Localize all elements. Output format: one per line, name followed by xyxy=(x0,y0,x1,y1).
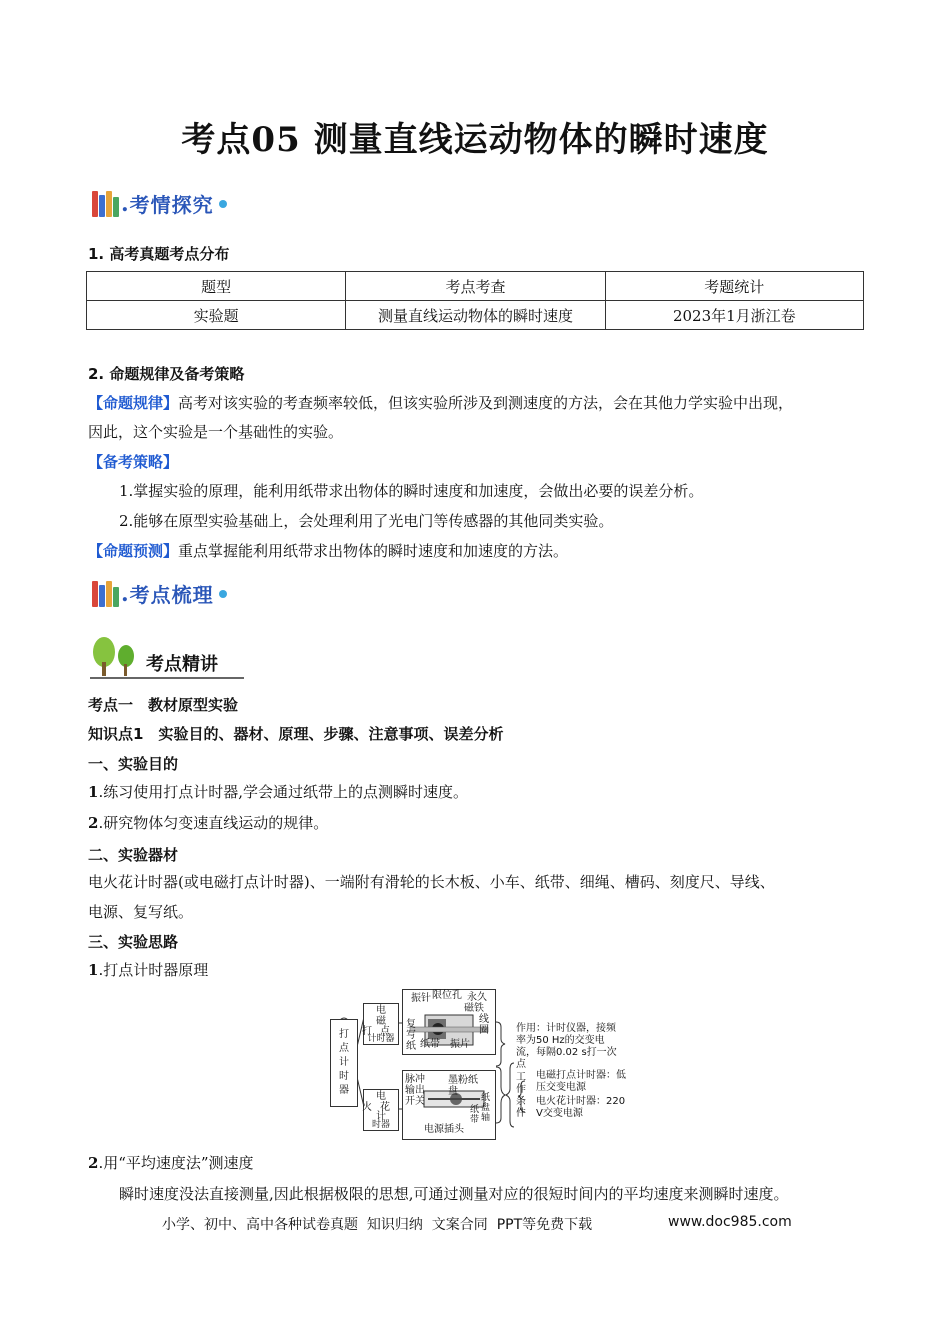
section-heading: 2. 命题规律及备考策略 xyxy=(88,365,245,383)
sub-heading: 三、实验思路 xyxy=(88,933,179,951)
table-cell: 2023年1月浙江卷 xyxy=(605,301,863,330)
diagram-label: 纸带 xyxy=(470,1105,480,1125)
box-text: 计 xyxy=(376,1111,386,1122)
dot-icon xyxy=(219,200,227,208)
char: 件 xyxy=(516,1108,526,1119)
list-item xyxy=(88,1153,254,1173)
knowledge-heading: 知识点1 实验目的、器材、原理、步骤、注意事项、误差分析 xyxy=(88,725,504,743)
footer-text: 小学、初中、高中各种试卷真题 知识归纳 文案合同 PPT等免费下载 xyxy=(162,1217,593,1233)
banner-label: 考点精讲 xyxy=(146,654,218,675)
banner-label: 考情探究 xyxy=(129,193,214,217)
diagram-label: 纸盘轴 xyxy=(481,1093,491,1123)
kaodian-heading: 考点一 教材原型实验 xyxy=(88,696,239,714)
books-icon xyxy=(92,581,120,607)
diagram-label: 振片 xyxy=(450,1039,470,1050)
materials-text: 电火花计时器(或电磁打点计时器)、一端附有滑轮的长木板、小车、纸带、细绳、槽码、刻度尺、导线、 xyxy=(88,873,775,891)
item-text: .打点计时器原理 xyxy=(98,961,209,979)
dot-icon xyxy=(219,590,227,598)
strategy-tag: 【备考策略】 xyxy=(88,453,179,471)
materials-text: 电源、复写纸。 xyxy=(88,903,194,921)
em-condition: 电磁打点计时器：低压交变电源 xyxy=(536,1070,626,1093)
oval-char: 打 xyxy=(339,1029,349,1040)
table-cell: 测量直线运动物体的瞬时速度 xyxy=(346,301,605,330)
table-cell: 实验题 xyxy=(87,301,346,330)
char: 条 xyxy=(516,1096,526,1107)
sub-heading: 一、实验目的 xyxy=(88,755,179,773)
strategy-item: 2.能够在原型实验基础上，会处理利用了光电门等传感器的其他同类实验。 xyxy=(119,512,614,530)
item-text: .研究物体匀变速直线运动的规律。 xyxy=(98,814,329,832)
list-item xyxy=(88,813,328,833)
section-banner-kaoqing: . 考情探究 xyxy=(92,189,227,218)
footer-link[interactable]: www.doc985.com xyxy=(668,1214,792,1230)
predict-text: 重点掌握能利用纸带求出物体的瞬时速度和加速度的方法。 xyxy=(178,542,569,560)
oval-char: 计 xyxy=(339,1057,349,1068)
sub-heading: 二、实验器材 xyxy=(88,846,179,864)
diagram-label: 墨粉纸盘 xyxy=(448,1075,478,1097)
table-header: 考题统计 xyxy=(605,272,863,301)
box-text: 时器 xyxy=(371,1120,390,1130)
item-number: 2 xyxy=(88,1154,99,1172)
diagram-label: 磁铁 xyxy=(464,1003,484,1014)
timer-principle-diagram xyxy=(328,987,628,1142)
box-text: 计时器 xyxy=(367,1034,395,1044)
item-number: 2 xyxy=(88,814,99,832)
work-condition-label xyxy=(516,1072,527,1120)
item-text: .练习使用打点计时器,学会通过纸带上的点测瞬时速度。 xyxy=(98,783,468,801)
item-number: 1 xyxy=(88,783,99,801)
list-item xyxy=(88,960,208,980)
section-banner-jingjiang xyxy=(90,634,248,682)
predict-tag: 【命题预测】 xyxy=(88,542,179,560)
diagram-label: 振针 xyxy=(411,993,431,1004)
diagram-label: 脉冲输出开关 xyxy=(405,1074,425,1107)
table-header: 考点考查 xyxy=(346,272,605,301)
body-paragraph: 瞬时速度没法直接测量,因此根据极限的思想,可通过测量对应的很短时间内的平均速度来测瞬时速度。 xyxy=(119,1185,789,1203)
box-text: 电 xyxy=(376,1091,386,1102)
diagram-label: 电源插头 xyxy=(424,1124,464,1135)
list-item xyxy=(88,782,468,802)
item-text: .用“平均速度法”测速度 xyxy=(98,1154,254,1172)
books-icon xyxy=(92,191,120,217)
predict-paragraph xyxy=(88,541,568,561)
diagram-label: 线圈 xyxy=(479,1014,489,1036)
box-text: 点 xyxy=(380,1026,390,1037)
strategy-item: 1.掌握实验的原理，能利用纸带求出物体的瞬时速度和加速度，会做出必要的误差分析。 xyxy=(119,482,704,500)
diagram-label: 纸带 xyxy=(420,1039,440,1050)
table-header: 题型 xyxy=(87,272,346,301)
rule-paragraph xyxy=(88,393,878,413)
box-text: 电 xyxy=(376,1005,386,1016)
box-text: 花 xyxy=(380,1102,390,1113)
item-number: 1 xyxy=(88,961,99,979)
oval-char: 点 xyxy=(339,1043,349,1054)
distribution-table xyxy=(86,271,864,330)
function-note: 作用：计时仪器，接频率为50 Hz的交变电流，每隔0.02 s打一次点 xyxy=(516,1023,617,1070)
rule-tag: 【命题规律】 xyxy=(88,394,179,412)
rule-text-continued: 因此，这个实验是一个基础性的实验。 xyxy=(88,423,344,441)
diagram-label: 限位孔 xyxy=(432,990,462,1001)
diagram-label: 复写纸 xyxy=(406,1019,416,1052)
char: 作 xyxy=(516,1084,526,1095)
spark-condition: 电火花计时器：220 V交变电源 xyxy=(536,1096,626,1119)
oval-char: 时 xyxy=(339,1071,349,1082)
oval-char: 器 xyxy=(339,1085,349,1096)
box-text: 火 xyxy=(362,1102,372,1113)
diagram-label: 永久 xyxy=(467,992,487,1003)
rule-text: 高考对该实验的考查频率较低，但该实验所涉及到测速度的方法，会在其他力学实验中出现， xyxy=(178,394,794,412)
box-text: 打 xyxy=(362,1026,372,1037)
banner-label: 考点梳理 xyxy=(129,583,214,607)
char: 工 xyxy=(516,1072,526,1083)
page-title: 考点05 测量直线运动物体的瞬时速度 xyxy=(181,120,769,160)
section-heading: 1. 高考真题考点分布 xyxy=(88,245,230,263)
box-text: 磁 xyxy=(376,1016,386,1027)
section-banner-shuli: . 考点梳理 xyxy=(92,579,227,608)
